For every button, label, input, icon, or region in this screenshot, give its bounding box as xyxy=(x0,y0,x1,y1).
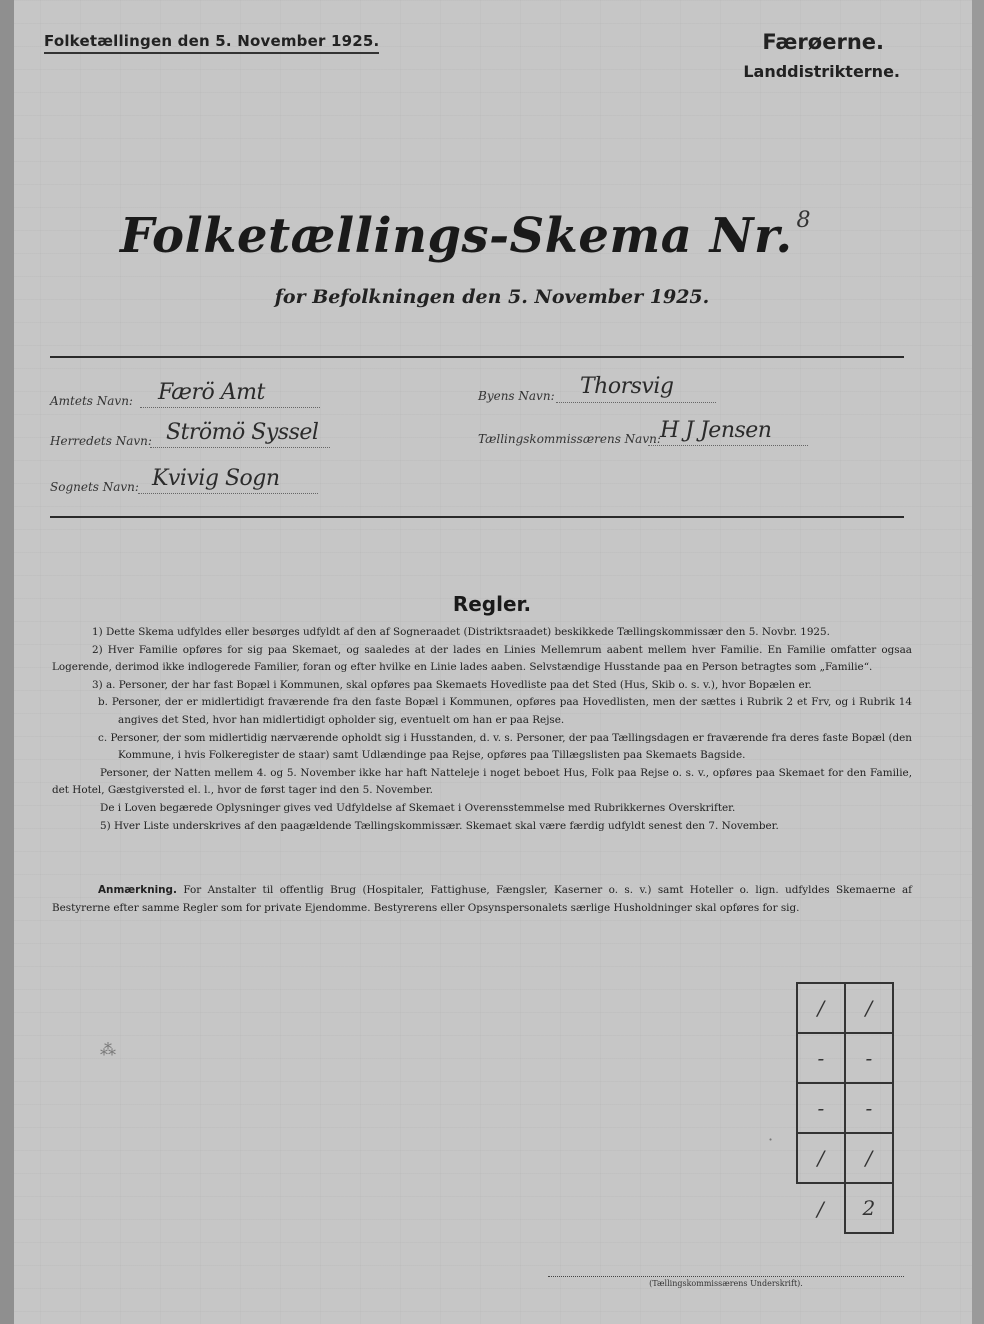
rules-text xyxy=(52,624,912,835)
amt-label: Amtets Navn: xyxy=(50,394,133,408)
rule-2: 2) Hver Familie opføres for sig paa Skemaet, og saaledes at der lades en Linies Mellemrum aabent mellem hver Familie. En Familie omfatter ogsaa Logerende, derimod ikke indlogerede Familier, foran og efter hvilke en Linie lades aaben. Selvstændige Husstande paa en Person betragtes som „Familie“. xyxy=(52,643,912,674)
by-label: Byens Navn: xyxy=(478,389,555,403)
tally-row xyxy=(797,1083,893,1133)
tally-row xyxy=(797,1183,893,1233)
tally-cell: - xyxy=(845,1033,893,1083)
kommissaer-label: Tællingskommissærens Navn: xyxy=(478,432,661,446)
tally-row xyxy=(797,1133,893,1183)
form-title-text: Folketællings-Skema Nr. xyxy=(120,208,793,264)
tally-row xyxy=(797,983,893,1033)
sogn-label: Sognets Navn: xyxy=(50,480,139,494)
annotation-text: For Anstalter til offentlig Brug (Hospitaler, Fattighuse, Fængsler, Kaserner o. s. v.) samt Hoteller o. lign. udfyldes Skemaerne af Bestyrerne efter samme Regler som for private Ejendomme. Bestyrerens eller Opsynspersonalets særlige Husholdninger skal opføres for sig. xyxy=(52,884,912,914)
bottom-rule xyxy=(50,516,904,518)
top-rule xyxy=(50,356,904,358)
by-value: Thorsvig xyxy=(580,374,674,399)
tally-cell: - xyxy=(797,1083,845,1133)
annotation-label: Anmærkning. xyxy=(98,884,177,896)
tally-cell: / xyxy=(797,1133,845,1183)
rule-1: 1) Dette Skema udfyldes eller besørges udfyldt af den af Sogneraadet (Distriktsraadet) beskikkede Tællingskommissær den 5. Novbr. 1925. xyxy=(92,626,830,638)
smudge-mark: · xyxy=(768,1130,774,1149)
rule-3a: 3) a. Personer, der har fast Bopæl i Kommunen, skal opføres paa Skemaets Hovedliste paa det Sted (Hus, Skib o. s. v.), hvor Bopælen er. xyxy=(92,678,812,691)
rule-3d: Personer, der Natten mellem 4. og 5. November ikke har haft Natteleje i noget beboet Hus, Folk paa Rejse o. s. v., opføres paa Skemaet for den Familie, det Hotel, Gæstgiversted el. l., hvor de først tager ind den 5. November. xyxy=(52,766,912,797)
tally-box xyxy=(796,982,894,1221)
rule-4: De i Loven begærede Oplysninger gives ved Udfyldelse af Skemaet i Overensstemmelse med Rubrikkernes Overskrifter. xyxy=(100,801,736,814)
tally-row xyxy=(797,1033,893,1083)
smudge-mark: ⁂ xyxy=(100,1040,116,1059)
form-number: 8 xyxy=(796,208,812,233)
herred-dotted-line xyxy=(150,446,330,448)
form-title xyxy=(120,208,811,264)
tally-cell: / xyxy=(845,1133,893,1183)
rule-3c: c. Personer, der som midlertidig nærværende opholdt sig i Husstanden, d. v. s. Personer, der paa Tællingsdagen er fraværende fra deres faste Bopæl (den Kommune, i hvis Folkeregister de staar) samt Udlændinge paa Rejse, opføres paa Tillægslisten paa Skemaets Bagside. xyxy=(98,731,912,762)
amt-value: Færö Amt xyxy=(158,380,265,405)
sogn-value: Kvivig Sogn xyxy=(152,466,280,491)
herred-label: Herredets Navn: xyxy=(50,434,152,448)
tally-cell: 2 xyxy=(845,1183,893,1233)
kommissaer-value: H J Jensen xyxy=(660,418,772,443)
signature-label: (Tællingskommissærens Underskrift). xyxy=(649,1279,803,1288)
tally-cell: - xyxy=(845,1083,893,1133)
signature-line xyxy=(548,1276,904,1278)
annotation-note xyxy=(52,882,912,917)
tally-cell: / xyxy=(817,1196,824,1221)
amt-dotted-line xyxy=(140,406,320,408)
kommissaer-dotted-line xyxy=(648,444,808,446)
rule-5: 5) Hver Liste underskrives af den paagældende Tællingskommissær. Skemaet skal være færdig udfyldt senest den 7. November. xyxy=(100,819,779,832)
scan-edge-left xyxy=(0,0,14,1324)
header-region: Færøerne. xyxy=(762,30,884,54)
sogn-dotted-line xyxy=(138,492,318,494)
tally-table xyxy=(796,982,894,1234)
header-census-date: Folketællingen den 5. November 1925. xyxy=(44,32,379,54)
form-subtitle: for Befolkningen den 5. November 1925. xyxy=(274,286,710,308)
tally-cell: - xyxy=(797,1033,845,1083)
by-dotted-line xyxy=(556,401,716,403)
rule-3b: b. Personer, der er midlertidigt fraværende fra den faste Bopæl i Kommunen, opføres paa Hovedlisten, men der sættes i Rubrik 2 et Frv, og i Rubrik 14 angives det Sted, hvor han midlertidigt opholder sig, eventuelt om han er paa Rejse. xyxy=(98,696,912,726)
tally-cell: / xyxy=(845,983,893,1033)
rules-heading: Regler. xyxy=(452,592,532,616)
tally-cell: / xyxy=(797,983,845,1033)
herred-value: Strömö Syssel xyxy=(166,420,319,445)
header-district-type: Landdistrikterne. xyxy=(743,62,900,81)
scan-edge-right xyxy=(972,0,984,1324)
